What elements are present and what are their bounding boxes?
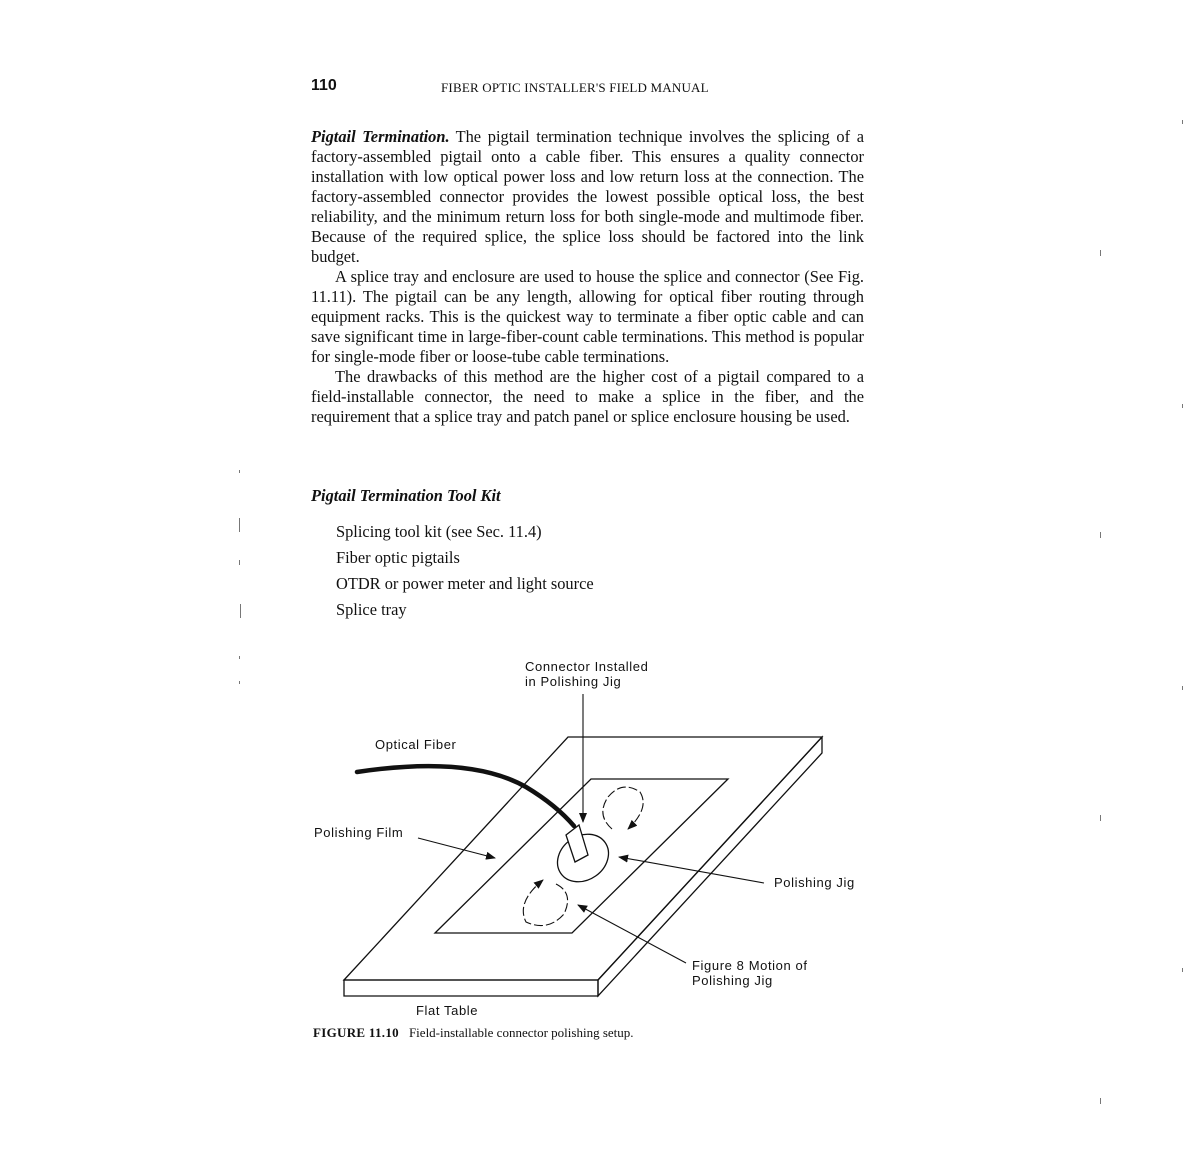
label-optical-fiber: Optical Fiber [375,737,457,752]
figure-caption [313,1025,634,1041]
label-polishing-film: Polishing Film [314,825,404,840]
label-figure8-2: Polishing Jig [692,973,773,988]
running-head: FIBER OPTIC INSTALLER'S FIELD MANUAL [441,80,709,95]
label-polishing-jig: Polishing Jig [774,875,855,890]
caption-text: Field-installable connector polishing setup. [408,1025,634,1040]
label-connector: Connector Installed [525,659,649,674]
paragraph-3: The drawbacks of this method are the higher cost of a pigtail compared to a field-installable connector, the need to make a splice in the fiber, and the requirement that a splice tray and patch panel or splice enclosure housing be used. [311,367,864,426]
caption-number: FIGURE 11.10 [313,1025,399,1040]
paragraph-2: A splice tray and enclosure are used to house the splice and connector (See Fig. 11.11). The pigtail can be any length, allowing for optical fiber routing through equipment racks. This is the quickest way to terminate a fiber optic cable and can save significant time in large-fiber-count cable terminations. This method is popular for single-mode fiber or loose-tube cable terminations. [311,267,864,366]
leader-lines [418,694,764,963]
list-item: Splice tray [336,600,407,619]
optical-fiber [357,766,574,826]
tool-kit-heading: Pigtail Termination Tool Kit [311,486,501,505]
list-item: OTDR or power meter and light source [336,574,594,593]
list-item: Fiber optic pigtails [336,548,460,567]
label-connector-2: in Polishing Jig [525,674,622,689]
run-in-heading: Pigtail Termination. [311,127,450,146]
paragraph-1-text: The pigtail termination technique involves the splicing of a factory-assembled pigtail onto a cable fiber. This ensures a quality connector installation with low optical power loss and low return loss at the connection. The factory-assembled connector provides the lowest possible optical loss, the best reliability, and the minimum return loss for both single-mode and multimode fiber. Because of the required splice, the splice loss should be factored into the link budget. [311,127,864,266]
label-figure8: Figure 8 Motion of [692,958,808,973]
list-item: Splicing tool kit (see Sec. 11.4) [336,522,542,541]
label-flat-table: Flat Table [416,1003,479,1018]
page-number: 110 [311,77,337,94]
